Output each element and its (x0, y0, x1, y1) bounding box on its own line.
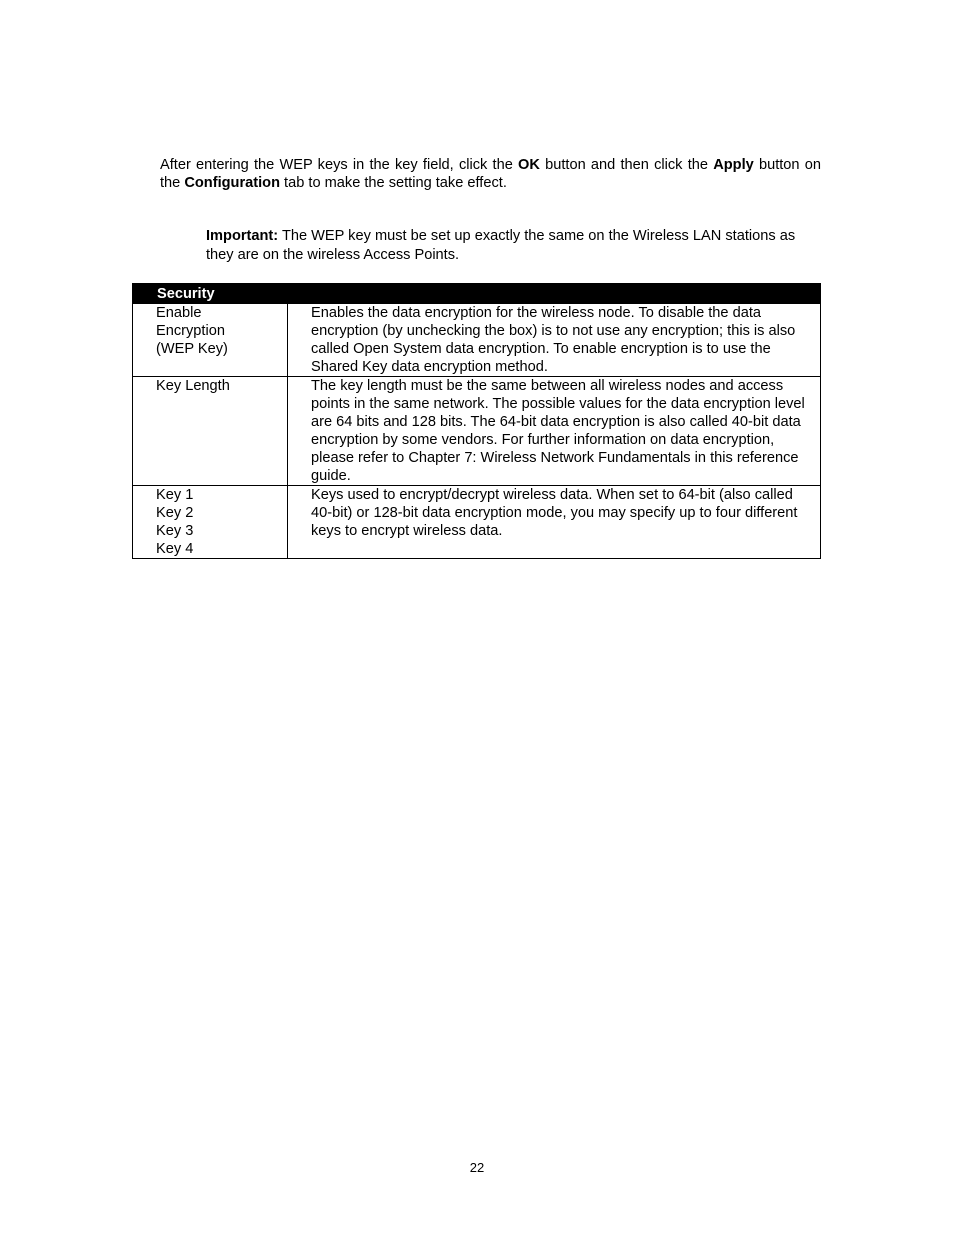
table-header: Security (133, 284, 821, 304)
row-name-line: Key 3 (156, 523, 194, 539)
row-name-line: Encryption (156, 323, 225, 339)
table-row (133, 377, 821, 486)
row-description: Enables the data encryption for the wireless node. To disable the data encryption (by unchecking the box) is to not use any encryption; this is also called Open System data encryption. To enable encryption is to use the Shared Key data encryption method. (288, 304, 821, 377)
page-number: 22 (469, 1160, 485, 1175)
table-header-row (133, 284, 821, 304)
row-name-line: Enable (156, 305, 202, 321)
row-name-line: (WEP Key) (156, 341, 228, 357)
intro-text-1: After entering the WEP keys in the key field, click the (160, 157, 519, 173)
ok-button-reference: OK (518, 157, 540, 173)
important-text: The WEP key must be set up exactly the same on the Wireless LAN stations as they are on the wireless Access Points. (206, 228, 796, 263)
row-name-line: Key 4 (156, 541, 194, 557)
row-name-key-length (133, 377, 288, 486)
intro-text-4: tab to make the setting take effect. (280, 175, 507, 191)
row-description: Keys used to encrypt/decrypt wireless data. When set to 64-bit (also called 40-bit) or 128-bit data encryption mode, you may specify up to four different keys to encrypt wireless data. (288, 486, 821, 559)
row-name-line: Key 2 (156, 505, 194, 521)
apply-button-reference: Apply (713, 157, 754, 173)
row-name-line: Key 1 (156, 487, 194, 503)
security-table (132, 283, 821, 559)
row-name-line: Key Length (156, 378, 230, 394)
row-name-keys (133, 486, 288, 559)
intro-paragraph (160, 156, 821, 192)
configuration-tab-reference: Configuration (184, 175, 280, 191)
table-row (133, 486, 821, 559)
table-row (133, 304, 821, 377)
important-note (206, 227, 806, 265)
row-description: The key length must be the same between all wireless nodes and access points in the same network. The possible values for the data encryption level are 64 bits and 128 bits. The 64-bit data encryption is also called 40-bit data encryption by some vendors. For further information on data encryption, please refer to Chapter 7: Wireless Network Fundamentals in this reference guide. (288, 377, 821, 486)
row-name-enable-encryption (133, 304, 288, 377)
important-label: Important: (206, 228, 279, 244)
intro-text-3: button on the (160, 157, 821, 191)
intro-text-2: button and then click the (539, 157, 714, 173)
